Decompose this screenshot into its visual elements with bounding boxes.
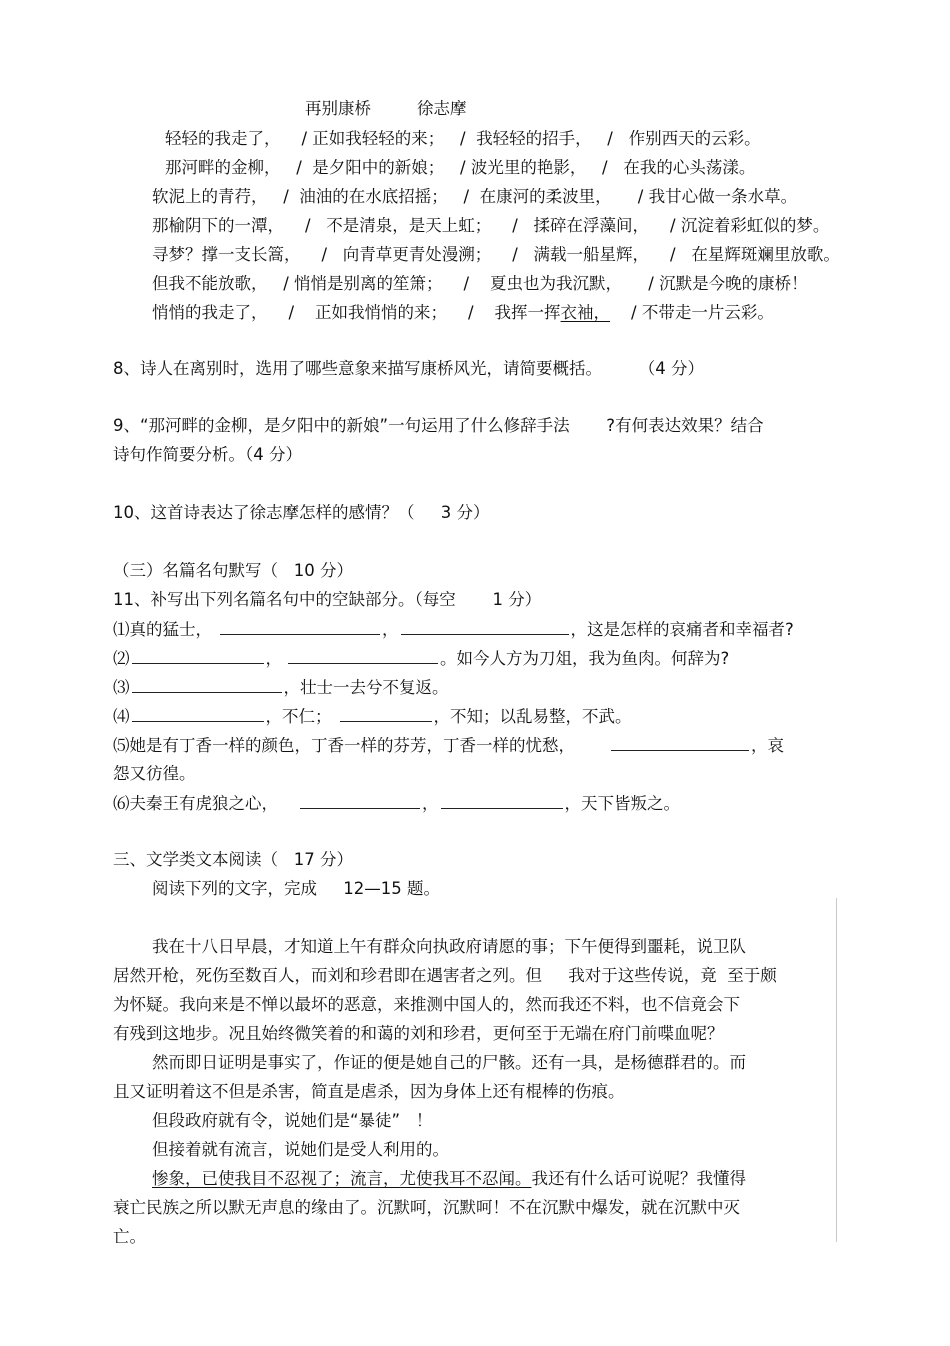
margin-line	[836, 898, 837, 1242]
passage-para-4: 但接着就有流言，说她们是受人利用的。	[152, 1140, 449, 1159]
passage-para-1-line-1: 我在十八日早晨，才知道上午有群众向执政府请愿的事；下午便得到噩耗，说卫队	[152, 937, 746, 956]
answer-blank[interactable]	[441, 792, 563, 809]
passage-para-1-line-2: 居然开枪，死伤至数百人，而刘和珍君即在遇害者之列。但 我对于这些传说，竟 至于颇	[113, 966, 777, 985]
item-text: ，不仁；	[265, 707, 332, 726]
poem-line-4: 那榆阴下的一潭， / 不是清泉，是天上虹； / 揉碎在浮藻间， / 沉淀着彩虹似的梦。	[152, 216, 830, 235]
passage-underlined-sentence: 惨象，已使我目不忍视了；流言，尤使我耳不忍闻。	[152, 1169, 532, 1188]
fill-item-3	[113, 676, 449, 699]
poem-title: 再别康桥	[305, 99, 371, 118]
item-text: ，哀	[751, 736, 784, 755]
question-9-line-1: 9、“那河畔的金柳，是夕阳中的新娘”一句运用了什么修辞手法 ?有何表达效果？结合	[113, 416, 764, 435]
answer-blank[interactable]	[300, 792, 420, 809]
item-text: ⑹夫秦王有虎狼之心，	[113, 794, 278, 813]
item-text: ⑷	[113, 707, 130, 726]
question-11: 11、补写出下列名篇名句中的空缺部分。（每空 1 分）	[113, 590, 542, 609]
passage-para-1-line-4: 有残到这地步。况且始终微笑着的和蔼的刘和珍君，更何至于无端在府门前喋血呢？	[113, 1024, 724, 1043]
item-text: 。如今人方为刀俎，我为鱼肉。何辞为?	[440, 649, 730, 668]
poem-title-line	[305, 98, 467, 120]
fill-item-1	[113, 618, 794, 641]
item-text: ⑸她是有丁香一样的颜色，丁香一样的芬芳，丁香一样的忧愁，	[113, 736, 575, 755]
answer-blank[interactable]	[401, 618, 569, 635]
passage-para-5-rest: 我还有什么话可说呢？我懂得	[531, 1169, 746, 1188]
poem-line-7-post: / 不带走一片云彩。	[610, 303, 774, 322]
item-text: ，	[422, 794, 439, 813]
answer-blank[interactable]	[611, 734, 749, 751]
item-text: ，这是怎样的哀痛者和幸福者?	[570, 620, 794, 639]
item-text: ⑶	[113, 678, 130, 697]
passage-para-5-line-1	[152, 1168, 746, 1190]
poem-line-3: 软泥上的青荇， / 油油的在水底招摇； / 在康河的柔波里， / 我甘心做一条水草。	[152, 187, 798, 206]
fill-item-5-line-2: 怨又彷徨。	[113, 764, 196, 783]
poem-line-1: 轻轻的我走了， / 正如我轻轻的来； / 我轻轻的招手， / 作别西天的云彩。	[165, 129, 761, 148]
fill-item-5	[113, 734, 784, 757]
fill-item-4	[113, 705, 632, 728]
answer-blank[interactable]	[340, 705, 432, 722]
item-text: ，	[382, 620, 399, 639]
passage-para-5-line-3: 亡。	[113, 1227, 146, 1246]
question-8: 8、诗人在离别时，选用了哪些意象来描写康桥风光，请简要概括。 （4 分）	[113, 359, 704, 378]
poem-line-6: 但我不能放歌， / 悄悄是别离的笙箫； / 夏虫也为我沉默， / 沉默是今晚的康桥！	[152, 274, 808, 293]
fill-item-6	[113, 792, 680, 815]
item-text: ⑴真的猛士，	[113, 620, 212, 639]
passage-para-2-line-1: 然而即日证明是事实了，作证的便是她自己的尸骸。还有一具，是杨德群君的。而	[152, 1053, 746, 1072]
item-text: ，壮士一去兮不复返。	[283, 678, 449, 697]
answer-blank[interactable]	[220, 618, 380, 635]
item-text: ，	[265, 649, 282, 668]
item-text: ，天下皆叛之。	[564, 794, 680, 813]
answer-blank[interactable]	[132, 705, 264, 722]
part-3-heading: 三、文学类文本阅读（ 17 分）	[113, 850, 353, 869]
item-text: ，不知；以乱易整，不武。	[433, 707, 632, 726]
passage-para-3: 但段政府就有令，说她们是“暴徒” ！	[152, 1111, 433, 1130]
poem-line-7	[152, 302, 774, 324]
poem-author: 徐志摩	[417, 99, 467, 118]
fill-item-2	[113, 647, 729, 670]
question-10: 10、这首诗表达了徐志摩怎样的感情？（ 3 分）	[113, 503, 490, 522]
poem-line-7-pre: 悄悄的我走了， / 正如我悄悄的来； / 我挥一挥	[152, 303, 561, 322]
answer-blank[interactable]	[288, 647, 438, 664]
passage-para-1-line-3: 为怀疑。我向来是不惮以最坏的恶意，来推测中国人的，然而我还不料，也不信竟会下	[113, 995, 740, 1014]
poem-line-5: 寻梦？撑一支长篙， / 向青草更青处漫溯； / 满载一船星辉， / 在星辉斑斓里放歌。	[152, 245, 840, 264]
answer-blank[interactable]	[132, 647, 264, 664]
passage-para-2-line-2: 且又证明着这不但是杀害，简直是虐杀，因为身体上还有棍棒的伤痕。	[113, 1082, 625, 1101]
section-3-heading: （三）名篇名句默写（ 10 分）	[113, 561, 353, 580]
question-9-line-2: 诗句作简要分析。（4 分）	[113, 445, 302, 464]
answer-blank[interactable]	[132, 676, 282, 693]
part-3-instruction: 阅读下列的文字，完成 12—15 题。	[152, 879, 440, 898]
poem-line-7-underlined: 衣袖，	[560, 303, 611, 322]
poem-line-2: 那河畔的金柳， / 是夕阳中的新娘； / 波光里的艳影， / 在我的心头荡漾。	[165, 158, 756, 177]
passage-para-5-line-2: 衰亡民族之所以默无声息的缘由了。沉默呵，沉默呵！不在沉默中爆发，就在沉默中灭	[113, 1198, 740, 1217]
item-text: ⑵	[113, 649, 130, 668]
